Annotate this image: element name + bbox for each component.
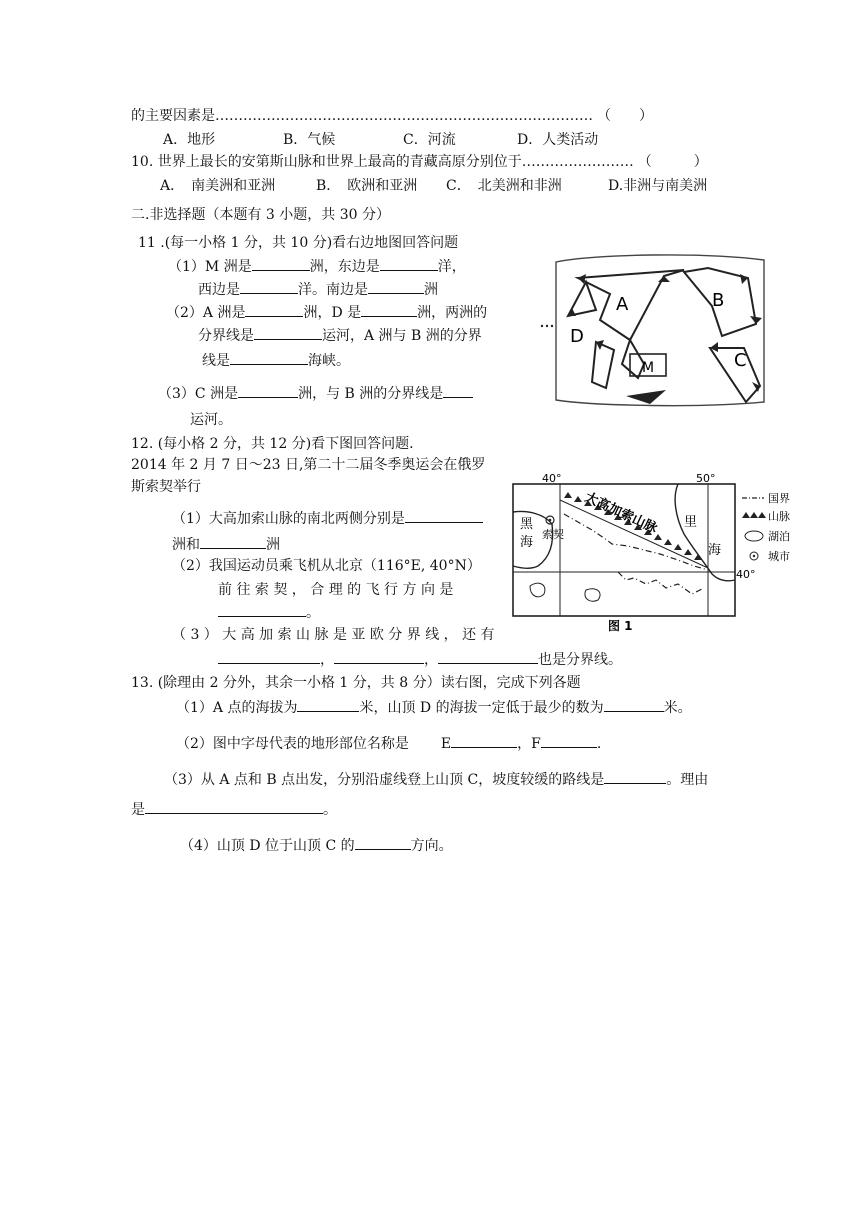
q12-part2-line3: 。 (218, 602, 320, 623)
border-line-south (618, 572, 704, 594)
black-sea-label-1: 黑 (520, 517, 534, 532)
q10-option-b: B． 欧洲和亚洲 (316, 178, 418, 194)
q11-part2-line2: 分界线是 运河，A 洲与 B 洲的分界 (198, 325, 482, 346)
q13-part1: （1）A 点的海拔为 米，山顶 D 的海拔一定低于最少的数为 米。 (176, 697, 692, 718)
q13-part3-line1: （3）从 A 点和 B 点出发，分别沿虚线登上山顶 C，坡度较缓的路线是 。理由 (164, 769, 708, 790)
answer-blank[interactable] (145, 799, 323, 814)
sochi-label: 索契 (542, 528, 564, 541)
caucasus-label: 大高加索山脉 (582, 490, 660, 537)
answer-blank[interactable] (380, 256, 438, 271)
q12-part1-line1: （1）大高加索山脉的南北两侧分别是 (172, 508, 483, 529)
lake-2 (585, 589, 600, 602)
lon-label-50: 50° (696, 472, 716, 485)
answer-blank[interactable] (230, 350, 308, 365)
answer-blank[interactable] (405, 508, 483, 523)
q10-stem: 10. 世界上最长的安第斯山脉和世界上最高的青藏高原分别位于…………………… （ ） (131, 154, 708, 170)
map-legend (742, 492, 790, 563)
caspian-label-2: 海 (708, 543, 722, 558)
q12-part3-line1: （ 3 ） 大 高 加 索 山 脉 是 亚 欧 分 界 线 ， 还 有 (172, 627, 495, 643)
q11-part3-line2: 运河。 (190, 412, 232, 428)
q9-option-b: B．气候 (283, 132, 336, 148)
answer-blank[interactable] (218, 602, 306, 617)
answer-blank[interactable] (238, 383, 298, 398)
legend-border: 国界 (768, 492, 790, 505)
q12-caucasus-map (508, 470, 808, 632)
answer-blank[interactable] (361, 302, 417, 317)
answer-blank[interactable] (240, 279, 298, 294)
legend-lake: 湖泊 (768, 530, 790, 543)
continent-b-c-outline (684, 268, 760, 402)
map-label-a: A (616, 294, 629, 315)
answer-blank[interactable] (355, 835, 411, 850)
answer-blank[interactable] (245, 302, 303, 317)
answer-blank[interactable] (604, 697, 664, 712)
q12-intro-line2: 斯索契举行 (131, 479, 201, 495)
legend-mountain: 山脉 (768, 510, 790, 523)
q13-part3-line2: 是 。 (131, 799, 337, 820)
q9-option-c: C．河流 (403, 132, 456, 148)
answer-blank[interactable] (438, 649, 538, 664)
map-label-c: C (734, 350, 747, 371)
q13-part4: （4）山顶 D 位于山顶 C 的 方向。 (180, 835, 453, 856)
q12-part2-line2: 前 往 索 契 ， 合 理 的 飞 行 方 向 是 (218, 582, 454, 598)
section-2-heading: 二.非选择题（本题有 3 小题，共 30 分） (131, 207, 390, 223)
lat-label-40: 40° (736, 568, 756, 581)
q11-continent-map (534, 236, 774, 414)
figure-caption: 图 1 (608, 619, 633, 632)
black-sea-label-2: 海 (520, 535, 534, 550)
lon-label-40: 40° (542, 472, 562, 485)
q9-stem: 的主要因素是……………………………………………………………………… （ ） (131, 108, 653, 124)
map-label-m: M (642, 360, 655, 376)
answer-blank[interactable] (218, 649, 320, 664)
answer-blank[interactable] (604, 769, 666, 784)
map-label-d: D (570, 326, 584, 347)
q9-option-a: A．地形 (163, 132, 216, 148)
q12-part1-line2: 洲和 洲 (172, 534, 280, 555)
answer-blank[interactable] (297, 697, 359, 712)
legend-city: 城市 (768, 550, 790, 563)
map-frame (513, 484, 735, 616)
continent-small-outline (626, 390, 666, 404)
caspian-label-1: 里 (684, 515, 698, 530)
q10-option-c: C． 北美洲和非洲 (446, 178, 562, 194)
answer-blank[interactable] (334, 649, 424, 664)
q10-options (160, 176, 707, 196)
answer-blank[interactable] (200, 534, 266, 549)
answer-blank[interactable] (443, 383, 473, 398)
q13-part2: （2）图中字母代表的地形部位名称是 E ，F . (176, 733, 601, 754)
q11-part1-line2: 西边是 洋。南边是 洲 (198, 279, 438, 300)
q11-part2-line3: 线是 海峡。 (202, 350, 350, 371)
q10-option-a: A． 南美洲和亚洲 (160, 178, 276, 194)
q13-stem: 13. (除理由 2 分外，其余一小格 1 分，共 8 分）读右图，完成下列各题 (131, 675, 581, 691)
answer-blank[interactable] (451, 733, 517, 748)
map-label-b: B (712, 290, 725, 311)
q11-part3-line1: （3）C 洲是 洲，与 B 洲的分界线是 (158, 383, 473, 404)
q11-part1-line1: （1）M 洲是 洲，东边是 洋， (168, 256, 466, 277)
q12-part3-line2: ， ， 也是分界线。 (218, 649, 622, 670)
q12-part2-line1: （2）我国运动员乘飞机从北京（116°E, 40°N） (172, 558, 481, 574)
answer-blank[interactable] (541, 733, 597, 748)
answer-blank[interactable] (368, 279, 424, 294)
q11-stem: 11 .(每一小格 1 分，共 10 分)看右边地图回答问题 (138, 235, 459, 251)
lake-1 (530, 583, 545, 597)
q10-option-d: D.非洲与南美洲 (608, 178, 708, 194)
answer-blank[interactable] (252, 256, 310, 271)
q12-intro-line1: 2014 年 2 月 7 日～23 日,第二十二届冬季奥运会在俄罗 (131, 457, 486, 473)
answer-blank[interactable] (254, 325, 322, 340)
q9-options (163, 130, 598, 150)
q11-part2-line1: （2）A 洲是 洲，D 是 洲，两洲的 (166, 302, 487, 323)
q12-stem: 12. (每小格 2 分，共 12 分)看下图回答问题. (131, 436, 414, 452)
q9-option-d: D．人类活动 (517, 132, 599, 148)
